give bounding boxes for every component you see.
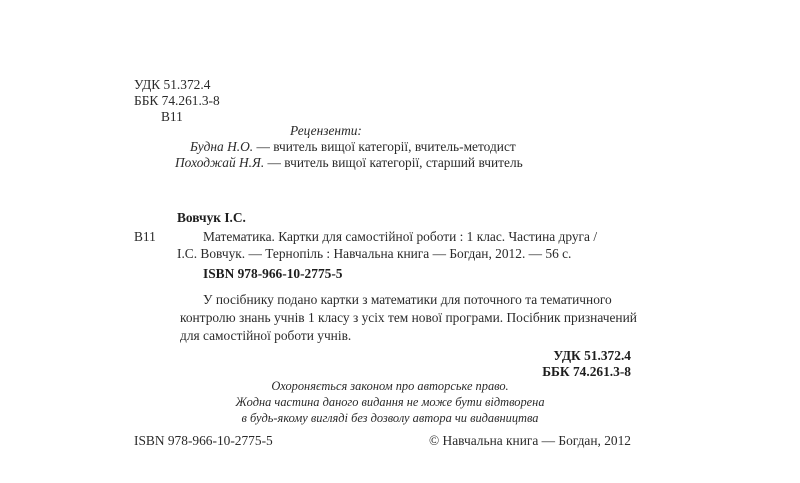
annotation-line-2: контролю знань учнів 1 класу з усіх тем нової програми. Посібник призначений bbox=[180, 310, 637, 325]
reviewer-1 bbox=[190, 139, 516, 155]
copyright-notice-line-1: Охороняється законом про авторське право. bbox=[271, 379, 509, 393]
footer-copyright: © Навчальна книга — Богдан, 2012 bbox=[429, 433, 631, 448]
copyright-notice-line-2: Жодна частина даного видання не може бути відтворена bbox=[235, 395, 545, 409]
card-udk: УДК 51.372.4 bbox=[553, 348, 631, 363]
annotation-line-1: У посібнику подано картки з математики для поточного та тематичного bbox=[203, 292, 612, 307]
author-mark: В11 bbox=[161, 109, 183, 124]
reviewer-name: Походжай Н.Я. bbox=[175, 155, 265, 170]
card-title-line-1: Математика. Картки для самостійної роботи : 1 клас. Частина друга / bbox=[203, 229, 598, 244]
reviewers-title: Рецензенти: bbox=[290, 123, 362, 138]
card-title-line-2: І.С. Вовчук. — Тернопіль : Навчальна книга — Богдан, 2012. — 56 с. bbox=[177, 246, 572, 261]
copyright-notice-line-3: в будь-якому вигляді без дозволу автора чи видавництва bbox=[241, 411, 539, 425]
card-isbn: ISBN 978-966-10-2775-5 bbox=[203, 266, 343, 281]
bbk-code: ББК 74.261.3-8 bbox=[134, 93, 220, 108]
reviewer-desc: — вчитель вищої категорії, вчитель-методист bbox=[253, 139, 516, 154]
reviewer-2 bbox=[175, 155, 523, 171]
annotation-line-3: для самостійної роботи учнів. bbox=[180, 328, 352, 343]
udk-code: УДК 51.372.4 bbox=[134, 77, 211, 92]
footer-isbn: ISBN 978-966-10-2775-5 bbox=[134, 433, 273, 448]
reviewer-name: Будна Н.О. bbox=[190, 139, 254, 154]
card-author: Вовчук І.С. bbox=[177, 210, 246, 225]
card-author-mark: В11 bbox=[134, 229, 156, 244]
card-bbk: ББК 74.261.3-8 bbox=[542, 364, 631, 379]
reviewer-desc: — вчитель вищої категорії, старший вчитель bbox=[264, 155, 523, 170]
